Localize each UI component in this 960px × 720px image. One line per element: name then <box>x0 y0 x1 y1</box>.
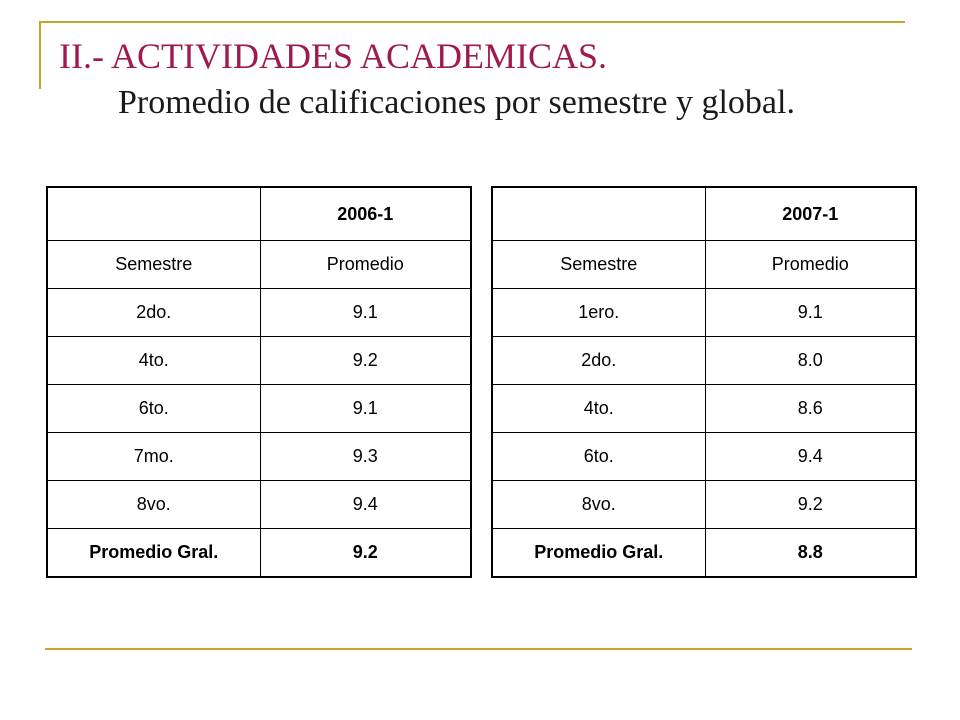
semester-header: Semestre <box>47 241 260 289</box>
period-header: 2007-1 <box>705 187 916 241</box>
total-value: 9.2 <box>260 529 471 578</box>
period-header: 2006-1 <box>260 187 471 241</box>
semester-header: Semestre <box>492 241 705 289</box>
table-row <box>492 481 916 529</box>
total-value: 8.8 <box>705 529 916 578</box>
average-header: Promedio <box>260 241 471 289</box>
average-cell: 9.2 <box>705 481 916 529</box>
table-row <box>492 433 916 481</box>
average-cell: 9.4 <box>260 481 471 529</box>
table-row <box>47 385 471 433</box>
average-cell: 8.6 <box>705 385 916 433</box>
slide-title: II.- ACTIVIDADES ACADEMICAS. <box>59 36 607 76</box>
semester-cell: 4to. <box>47 337 260 385</box>
average-cell: 8.0 <box>705 337 916 385</box>
semester-cell: 7mo. <box>47 433 260 481</box>
grades-table-2007 <box>491 186 917 578</box>
average-cell: 9.4 <box>705 433 916 481</box>
table-row <box>492 385 916 433</box>
semester-cell: 2do. <box>492 337 705 385</box>
average-cell: 9.1 <box>705 289 916 337</box>
slide-subtitle: Promedio de calificaciones por semestre y global. <box>118 84 795 121</box>
grades-table-2006 <box>46 186 472 578</box>
semester-cell: 8vo. <box>47 481 260 529</box>
total-label: Promedio Gral. <box>492 529 705 578</box>
semester-cell: 6to. <box>492 433 705 481</box>
table-header-row <box>492 241 916 289</box>
top-rule <box>39 21 905 23</box>
table-total-row <box>492 529 916 578</box>
table-row <box>492 337 916 385</box>
table-year-row <box>492 187 916 241</box>
average-cell: 9.3 <box>260 433 471 481</box>
bottom-rule <box>45 648 912 650</box>
average-cell: 9.1 <box>260 385 471 433</box>
table-year-row <box>47 187 471 241</box>
table-header-row <box>47 241 471 289</box>
average-cell: 9.2 <box>260 337 471 385</box>
average-header: Promedio <box>705 241 916 289</box>
empty-cell <box>492 187 705 241</box>
empty-cell <box>47 187 260 241</box>
table-row <box>47 481 471 529</box>
table-total-row <box>47 529 471 578</box>
table-row <box>47 337 471 385</box>
semester-cell: 6to. <box>47 385 260 433</box>
left-rule <box>39 21 41 89</box>
total-label: Promedio Gral. <box>47 529 260 578</box>
semester-cell: 4to. <box>492 385 705 433</box>
average-cell: 9.1 <box>260 289 471 337</box>
table-row <box>492 289 916 337</box>
table-row <box>47 289 471 337</box>
semester-cell: 2do. <box>47 289 260 337</box>
table-row <box>47 433 471 481</box>
semester-cell: 8vo. <box>492 481 705 529</box>
semester-cell: 1ero. <box>492 289 705 337</box>
